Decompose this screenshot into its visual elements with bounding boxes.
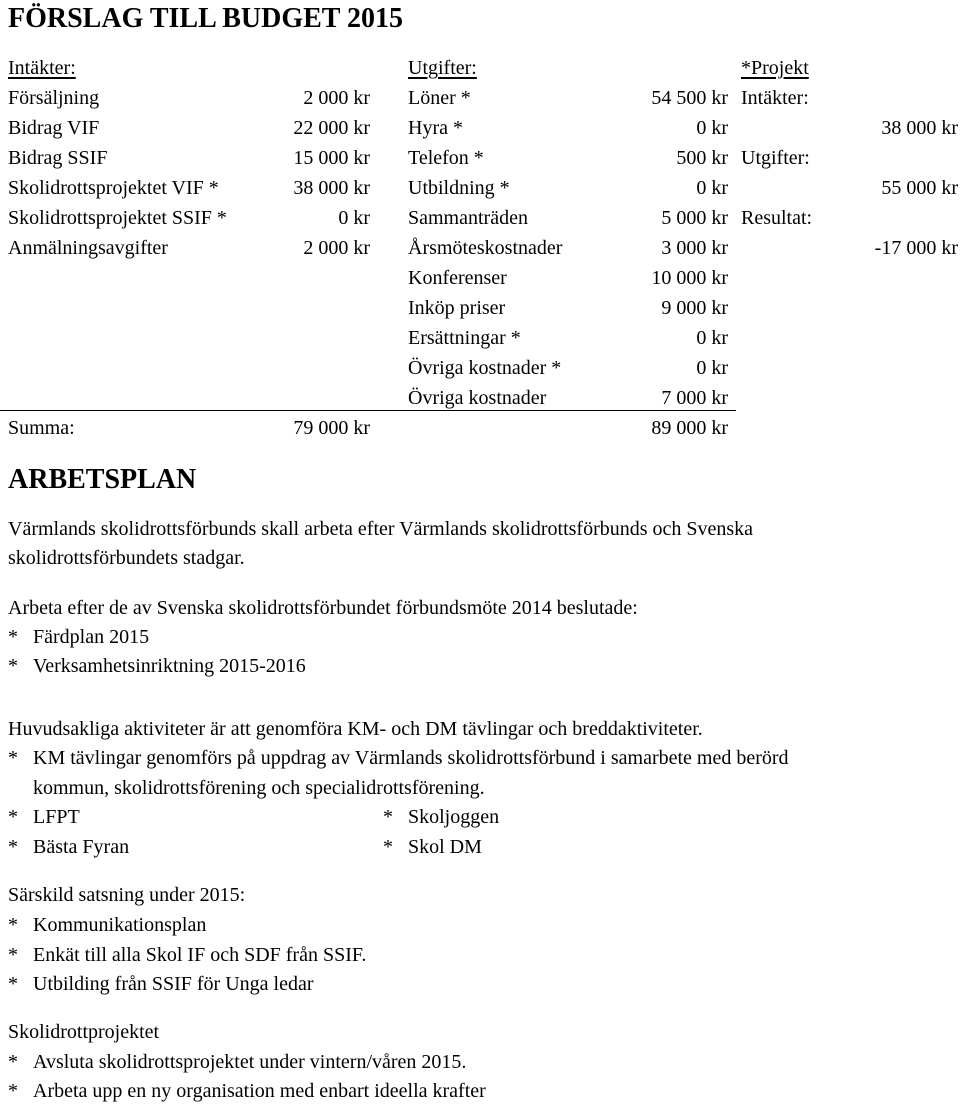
bullet: *: [8, 836, 18, 858]
bullet: *: [8, 747, 18, 769]
project-expense-label: Utgifter:: [741, 147, 810, 169]
expense-amount: 10 000 kr: [651, 267, 728, 289]
bullet: *: [8, 1051, 18, 1073]
list-item: [8, 1079, 486, 1103]
project-heading: Skolidrottprojektet: [8, 1021, 160, 1043]
list-item: [8, 913, 207, 937]
list-item: [8, 972, 314, 996]
expense-amount: 7 000 kr: [661, 387, 728, 409]
expense-amount: 9 000 kr: [661, 297, 728, 319]
expense-label: Övriga kostnader *: [408, 357, 562, 379]
expense-label: Sammanträden: [408, 207, 528, 229]
expense-amount: 3 000 kr: [661, 237, 728, 259]
list-item-continuation: kommun, skolidrottsförening och specialidrottsförening.: [33, 777, 485, 799]
list-item-text: Enkät till alla Skol IF och SDF från SSIF.: [33, 944, 367, 966]
list-item: [8, 746, 789, 770]
expense-label: Utbildning *: [408, 177, 510, 199]
expense-sum: 89 000 kr: [651, 417, 728, 439]
list-item: [8, 654, 306, 678]
expense-amount: 0 kr: [696, 357, 728, 379]
project-expense-value: 55 000 kr: [881, 177, 958, 199]
income-header: Intäkter:: [8, 57, 76, 79]
list-item-text: Utbilding från SSIF för Unga ledar: [33, 973, 314, 995]
project-header: *Projekt: [741, 57, 809, 79]
sum-divider: [0, 410, 736, 411]
list-item-text: Skoljoggen: [408, 806, 500, 828]
list-item-text: Verksamhetsinriktning 2015-2016: [33, 655, 306, 677]
income-amount: 15 000 kr: [293, 147, 370, 169]
expense-label: Konferenser: [408, 267, 507, 289]
sum-label: Summa:: [8, 417, 75, 439]
income-label: Anmälningsavgifter: [8, 237, 168, 259]
bullet: *: [8, 655, 18, 677]
list-item: [8, 625, 150, 649]
expense-label: Löner *: [408, 87, 471, 109]
main-activities-text: Huvudsakliga aktiviteter är att genomföra KM- och DM tävlingar och breddaktiviteter.: [8, 718, 703, 740]
income-label: Försäljning: [8, 87, 100, 109]
list-item-text: KM tävlingar genomförs på uppdrag av Värmlands skolidrottsförbund i samarbete med berörd: [33, 747, 789, 769]
list-item: [8, 1050, 467, 1074]
expense-amount: 0 kr: [696, 327, 728, 349]
expense-amount: 0 kr: [696, 177, 728, 199]
income-sum: 79 000 kr: [293, 417, 370, 439]
expense-label: Årsmöteskostnader: [408, 237, 563, 259]
income-amount: 2 000 kr: [303, 87, 370, 109]
income-label: Skolidrottsprojektet SSIF *: [8, 207, 227, 229]
list-item-text: Skol DM: [408, 836, 482, 858]
bullet: *: [8, 806, 18, 828]
decided-text: Arbeta efter de av Svenska skolidrottsförbundet förbundsmöte 2014 beslutade:: [8, 597, 638, 619]
list-item: [383, 805, 500, 829]
list-item: [8, 943, 367, 967]
bullet: *: [8, 914, 18, 936]
bullet: *: [383, 836, 393, 858]
list-item: [8, 805, 80, 829]
expense-label: Inköp priser: [408, 297, 506, 319]
project-income-value: 38 000 kr: [881, 117, 958, 139]
list-item: [8, 835, 130, 859]
list-item-text: Kommunikationsplan: [33, 914, 207, 936]
income-label: Skolidrottsprojektet VIF *: [8, 177, 219, 199]
income-label: Bidrag VIF: [8, 117, 100, 139]
project-result-label: Resultat:: [741, 207, 813, 229]
list-item-text: Bästa Fyran: [33, 836, 130, 858]
list-item-text: Avsluta skolidrottsprojektet under vintern/våren 2015.: [33, 1051, 467, 1073]
expense-label: Hyra *: [408, 117, 463, 139]
project-income-label: Intäkter:: [741, 87, 809, 109]
bullet: *: [8, 626, 18, 648]
bullet: *: [383, 806, 393, 828]
expense-label: Ersättningar *: [408, 327, 521, 349]
bullet: *: [8, 1080, 18, 1102]
list-item-text: Arbeta upp en ny organisation med enbart ideella krafter: [33, 1080, 486, 1102]
intro-text: skolidrottsförbundets stadgar.: [8, 547, 245, 569]
expense-amount: 500 kr: [676, 147, 728, 169]
expense-amount: 5 000 kr: [661, 207, 728, 229]
bullet: *: [8, 944, 18, 966]
list-item-text: Färdplan 2015: [33, 626, 150, 648]
expense-amount: 0 kr: [696, 117, 728, 139]
list-item: [383, 835, 482, 859]
income-amount: 0 kr: [338, 207, 370, 229]
special-heading: Särskild satsning under 2015:: [8, 884, 246, 906]
bullet: *: [8, 973, 18, 995]
expense-label: Telefon *: [408, 147, 484, 169]
intro-text: Värmlands skolidrottsförbunds skall arbeta efter Värmlands skolidrottsförbunds och Svenska: [8, 518, 754, 540]
expense-label: Övriga kostnader: [408, 387, 547, 409]
income-amount: 38 000 kr: [293, 177, 370, 199]
expense-amount: 54 500 kr: [651, 87, 728, 109]
income-label: Bidrag SSIF: [8, 147, 108, 169]
expenses-header: Utgifter:: [408, 57, 477, 79]
project-result-value: -17 000 kr: [874, 237, 958, 259]
list-item-text: LFPT: [33, 806, 80, 828]
income-amount: 22 000 kr: [293, 117, 370, 139]
page-title: FÖRSLAG TILL BUDGET 2015: [8, 3, 403, 34]
workplan-heading: ARBETSPLAN: [8, 464, 197, 495]
income-amount: 2 000 kr: [303, 237, 370, 259]
